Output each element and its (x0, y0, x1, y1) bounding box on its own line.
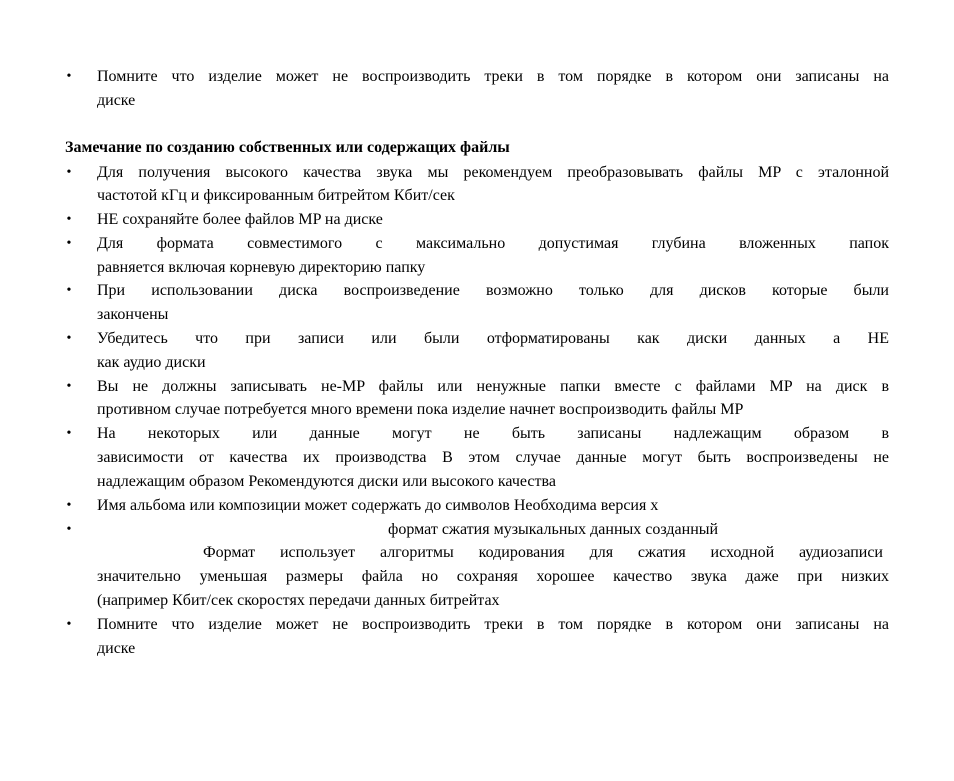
text-line: зависимости от качества их производства В этом случае данные могут быть воспроизведены не (97, 449, 889, 466)
text-line: частотой кГц и фиксированным битрейтом Кбит/сек (97, 187, 455, 204)
text-line: На некоторых или данные могут не быть записаны надлежащим образом в (97, 425, 889, 442)
text-line: Помните что изделие может не воспроизводить треки в том порядке в котором они записаны на (97, 68, 889, 85)
bullet-5: • (66, 283, 72, 298)
text-line: Для получения высокого качества звука мы рекомендуем преобразовывать файлы MP с эталонной (97, 164, 889, 181)
bullet-10: • (66, 522, 72, 537)
text-line: (например Кбит/сек скоростях передачи данных битрейтах (97, 592, 500, 609)
text-line: формат сжатия музыкальных данных созданный (388, 521, 719, 538)
text-line: Формат использует алгоритмы кодирования для сжатия исходной аудиозаписи (203, 544, 883, 561)
bullet-8: • (66, 426, 72, 441)
text-line: как аудио диски (97, 354, 206, 371)
text-line: равняется включая корневую директорию папку (97, 259, 426, 276)
bullet-1: • (66, 69, 72, 84)
text-line: диске (97, 92, 136, 109)
bullet-6: • (66, 331, 72, 346)
bullet-7: • (66, 379, 72, 394)
text-line: При использовании диска воспроизведение возможно только для дисков которые были (97, 282, 889, 299)
bullet-9: • (66, 498, 72, 513)
text-line: диске (97, 640, 136, 657)
bullet-2: • (66, 165, 72, 180)
text-line: надлежащим образом Рекомендуются диски или высокого качества (97, 473, 556, 490)
text-line: противном случае потребуется много времени пока изделие начнет воспроизводить файлы MP (97, 401, 744, 418)
bullet-4: • (66, 236, 72, 251)
text-line: Вы не должны записывать не-MP файлы или ненужные папки вместе с файлами MP на диск в (97, 378, 889, 395)
text-line: Убедитесь что при записи или были отформатированы как диски данных а НЕ (97, 330, 889, 347)
text-line: Помните что изделие может не воспроизводить треки в том порядке в котором они записаны на (97, 616, 889, 633)
bullet-3: • (66, 212, 72, 227)
text-line: значительно уменьшая размеры файла но сохраняя хорошее качество звука даже при низких (97, 568, 889, 585)
bullet-11: • (66, 617, 72, 632)
text-line: НЕ сохраняйте более файлов MP на диске (97, 211, 383, 228)
section-heading: Замечание по созданию собственных или содержащих файлы (65, 139, 510, 156)
text-line: Имя альбома или композиции может содержать до символов Необходима версия х (97, 497, 659, 514)
text-line: Для формата совместимого с максимально допустимая глубина вложенных папок (97, 235, 889, 252)
text-line: закончены (97, 306, 169, 323)
